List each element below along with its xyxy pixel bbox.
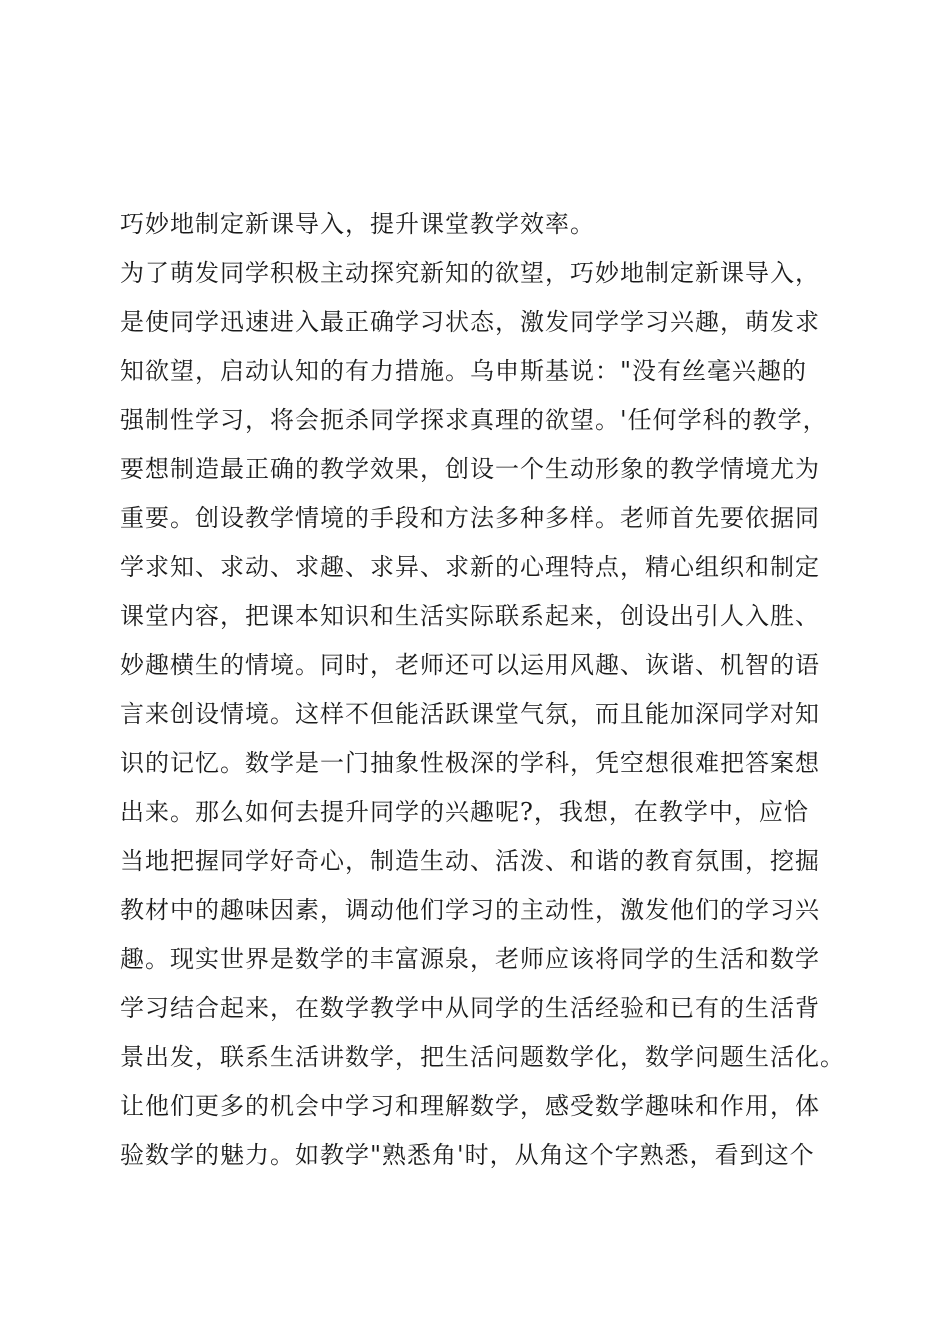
text-line: 识的记忆。数学是一门抽象性极深的学科，凭空想很难把答案想 [120, 749, 820, 777]
text-line: 为了萌发同学积极主动探究新知的欲望，巧妙地制定新课导入， [120, 259, 820, 287]
text-line: 学习结合起来，在数学教学中从同学的生活经验和已有的生活背 [120, 994, 820, 1022]
text-line: 景出发，联系生活讲数学，把生活问题数学化，数学问题生活化。 [120, 1043, 845, 1071]
text-line: 要想制造最正确的教学效果，创设一个生动形象的教学情境尤为 [120, 455, 820, 483]
text-line: 趣。现实世界是数学的丰富源泉，老师应该将同学的生活和数学 [120, 945, 820, 973]
text-line: 学求知、求动、求趣、求异、求新的心理特点，精心组织和制定 [120, 553, 820, 581]
text-line: 言来创设情境。这样不但能活跃课堂气氛，而且能加深同学对知 [120, 700, 820, 728]
text-line: 当地把握同学好奇心，制造生动、活泼、和谐的教育氛围，挖掘 [120, 847, 820, 875]
text-line: 教材中的趣味因素，调动他们学习的主动性，激发他们的学习兴 [120, 896, 820, 924]
text-line: 重要。创设教学情境的手段和方法多种多样。老师首先要依据同 [120, 504, 820, 532]
text-line: 让他们更多的机会中学习和理解数学，感受数学趣味和作用，体 [120, 1092, 820, 1120]
body-text [120, 200, 860, 1180]
text-line: 知欲望，启动认知的有力措施。乌申斯基说："没有丝毫兴趣的 [120, 357, 808, 385]
text-line: 验数学的魅力。如教学"熟悉角'时，从角这个字熟悉，看到这个 [120, 1141, 815, 1169]
text-line: 出来。那么如何去提升同学的兴趣呢?，我想，在教学中，应恰 [120, 798, 809, 826]
text-line: 是使同学迅速进入最正确学习状态，激发同学学习兴趣，萌发求 [120, 308, 820, 336]
text-line: 巧妙地制定新课导入，提升课堂教学效率。 [120, 210, 595, 238]
text-line: 课堂内容，把课本知识和生活实际联系起来，创设出引人入胜、 [120, 602, 820, 630]
text-line: 强制性学习，将会扼杀同学探求真理的欲望。'任何学科的教学， [120, 406, 828, 434]
text-line: 妙趣横生的情境。同时，老师还可以运用风趣、诙谐、机智的语 [120, 651, 820, 679]
